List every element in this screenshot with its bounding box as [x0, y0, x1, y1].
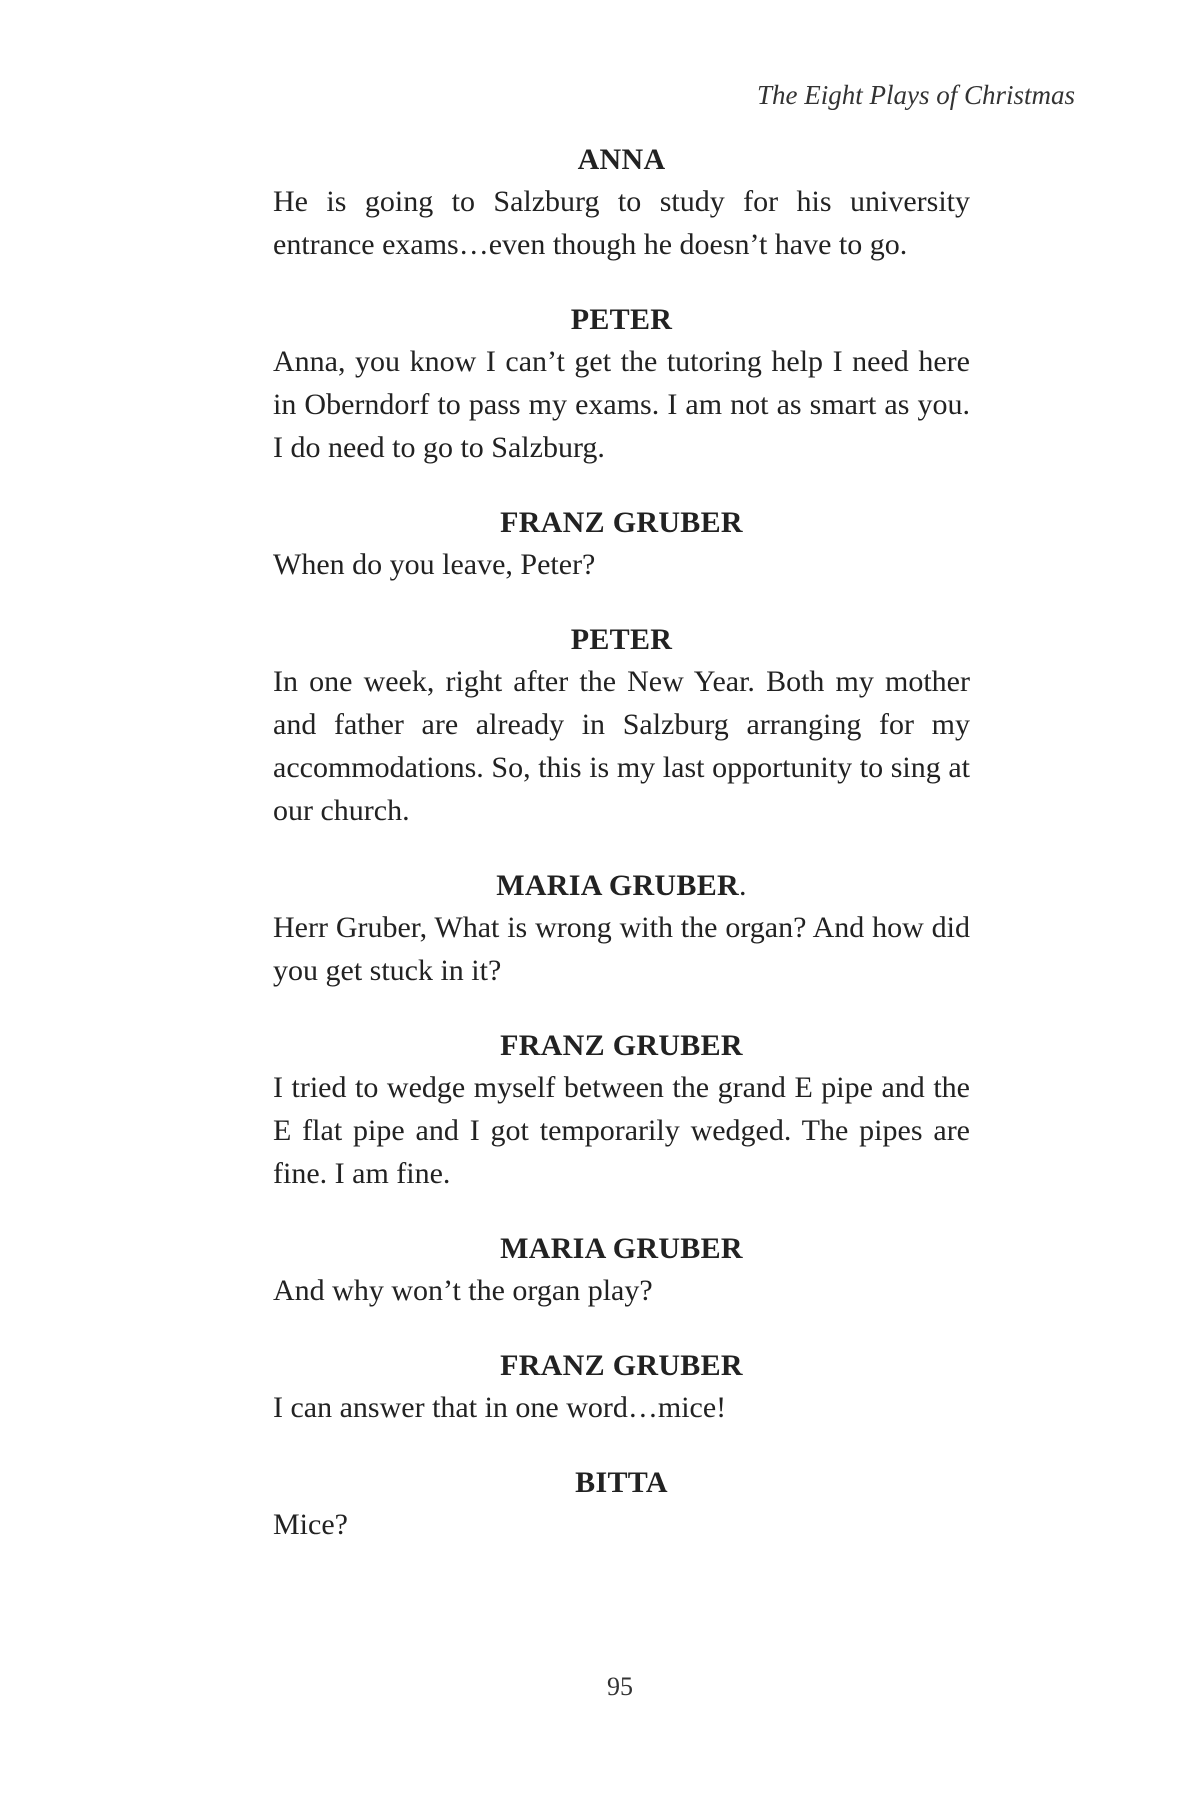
speaker-name: BITTA: [575, 1466, 668, 1499]
speaker-name: MARIA GRUBER: [500, 1232, 743, 1265]
speaker-name: FRANZ GRUBER: [500, 1029, 743, 1062]
speaker-name: FRANZ GRUBER: [500, 506, 743, 539]
dialogue-line: He is going to Salzburg to study for his university entrance exams…even though he doesn’t have to go.: [273, 185, 970, 261]
dialogue-line: In one week, right after the New Year. Both my mother and father are already in Salzburg arranging for my accommodations. So, this is my last opportunity to sing at our church.: [273, 665, 970, 827]
dialogue-block: [273, 1229, 970, 1312]
page-number: 95: [607, 1672, 633, 1701]
speaker-name: ANNA: [577, 143, 666, 176]
speaker-name: MARIA GRUBER.: [496, 869, 747, 902]
dialogue-block: [273, 1346, 970, 1429]
dialogue-line: Mice?: [273, 1508, 348, 1541]
script-body: [273, 140, 970, 1580]
speaker-name: FRANZ GRUBER: [500, 1349, 743, 1382]
dialogue-block: [273, 503, 970, 586]
dialogue-line: And why won’t the organ play?: [273, 1274, 653, 1307]
dialogue-line: I can answer that in one word…mice!: [273, 1391, 727, 1424]
running-header: The Eight Plays of Christmas: [756, 80, 1075, 110]
dialogue-line: Herr Gruber, What is wrong with the organ? And how did you get stuck in it?: [273, 911, 970, 987]
dialogue-line: Anna, you know I can’t get the tutoring help I need here in Oberndorf to pass my exams. I am not as smart as you. I do need to go to Salzburg.: [273, 345, 970, 464]
speaker-name: PETER: [570, 303, 673, 336]
speaker-name: PETER: [570, 623, 673, 656]
dialogue-line: When do you leave, Peter?: [273, 548, 596, 581]
dialogue-block: [273, 140, 970, 266]
dialogue-block: [273, 620, 970, 832]
dialogue-block: [273, 1026, 970, 1195]
dialogue-block: [273, 866, 970, 992]
dialogue-block: [273, 300, 970, 469]
dialogue-block: [273, 1463, 970, 1546]
dialogue-line: I tried to wedge myself between the grand E pipe and the E flat pipe and I got temporarily wedged. The pipes are fine. I am fine.: [273, 1071, 970, 1190]
